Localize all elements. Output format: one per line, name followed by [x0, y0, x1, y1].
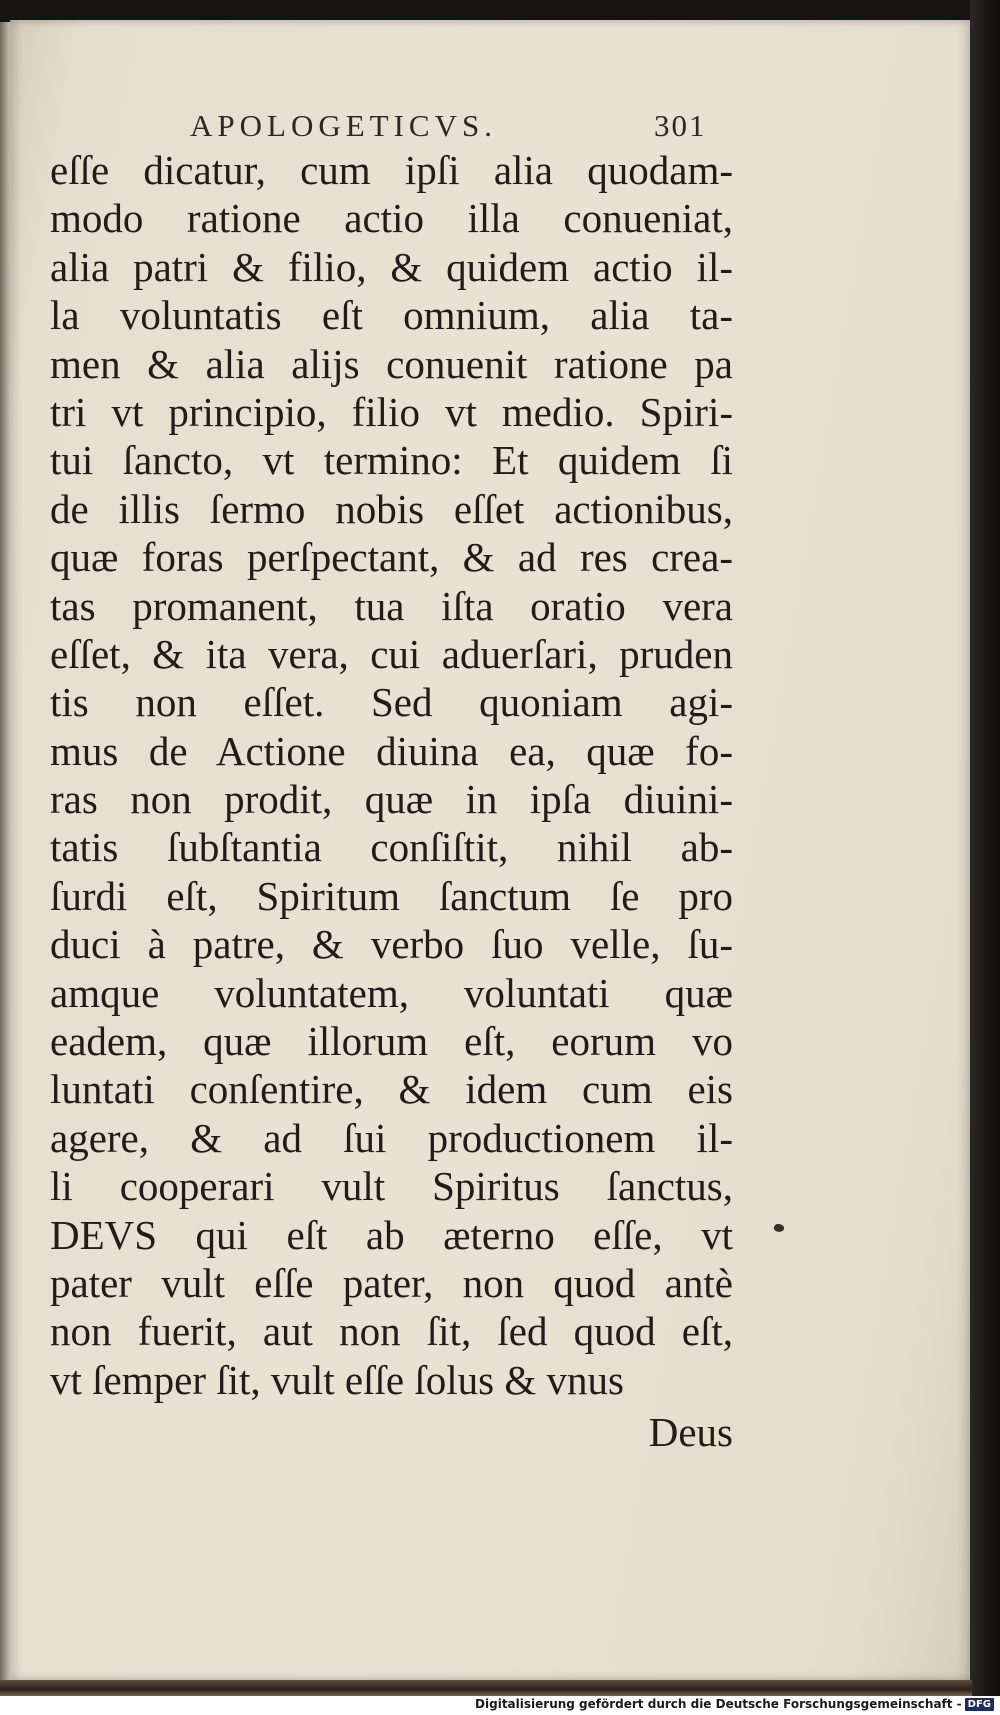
text-line: eſſe dicatur, cum ipſi alia quodam- — [50, 147, 733, 193]
text-line: mus de Actione diuina ea, quæ fo- — [50, 727, 733, 774]
text-line: tatis ſubſtantia conſiſtit, nihil ab- — [50, 824, 733, 871]
text-line: men & alia alijs conuenit ratione pa — [50, 340, 733, 387]
funding-credit — [475, 1697, 994, 1711]
text-line: vt ſemper ſit, vult eſſe ſolus & vnus — [50, 1356, 624, 1403]
text-line: tui ſancto, vt termino: Et quidem ſi — [50, 437, 733, 484]
text-line: pater vult eſſe pater, non quod antè — [50, 1259, 733, 1306]
text-line: luntati conſentire, & idem cum eis — [50, 1066, 733, 1113]
text-line: eadem, quæ illorum eſt, eorum vo — [50, 1018, 733, 1065]
text-line: ſurdi eſt, Spiritum ſanctum ſe pro — [50, 872, 733, 919]
text-line: DEVS qui eſt ab æterno eſſe, vt — [50, 1211, 733, 1258]
text-line: li cooperari vult Spiritus ſanctus, — [50, 1163, 733, 1210]
scan-top-border — [0, 0, 1000, 22]
text-line: modo ratione actio illa conueniat, — [50, 195, 733, 242]
text-line: la voluntatis eſt omnium, alia ta- — [50, 292, 733, 339]
text-line: amque voluntatem, voluntati quæ — [50, 969, 733, 1016]
body-text — [50, 146, 733, 1404]
text-line: eſſet, & ita vera, cui aduerſari, pruden — [50, 630, 733, 677]
scan-right-border — [970, 0, 1000, 1700]
text-line: tas promanent, tua iſta oratio vera — [50, 582, 733, 629]
text-line: ras non prodit, quæ in ipſa diuini- — [50, 776, 733, 823]
catchword: Deus — [648, 1409, 733, 1455]
page-number: 301 — [654, 108, 707, 143]
text-line: alia patri & filio, & quidem actio il- — [50, 243, 733, 290]
text-line: tis non eſſet. Sed quoniam agi- — [50, 679, 733, 726]
funding-credit-text: Digitalisierung gefördert durch die Deutsche Forschungsgemeinschaft - — [475, 1697, 962, 1711]
text-line: quæ foras perſpectant, & ad res crea- — [50, 534, 733, 581]
text-line: tri vt principio, filio vt medio. Spiri- — [50, 388, 733, 435]
dfg-logo: DFG — [965, 1698, 994, 1711]
running-head-title: APOLOGETICVS. — [190, 108, 497, 143]
text-line: duci à patre, & verbo ſuo velle, ſu- — [50, 921, 733, 968]
text-line: de illis ſermo nobis eſſet actionibus, — [50, 485, 733, 532]
page-bottom-edge — [0, 1680, 972, 1696]
text-line: non fuerit, aut non ſit, ſed quod eſt, — [50, 1308, 733, 1355]
text-line: agere, & ad ſui productionem il- — [50, 1114, 733, 1161]
